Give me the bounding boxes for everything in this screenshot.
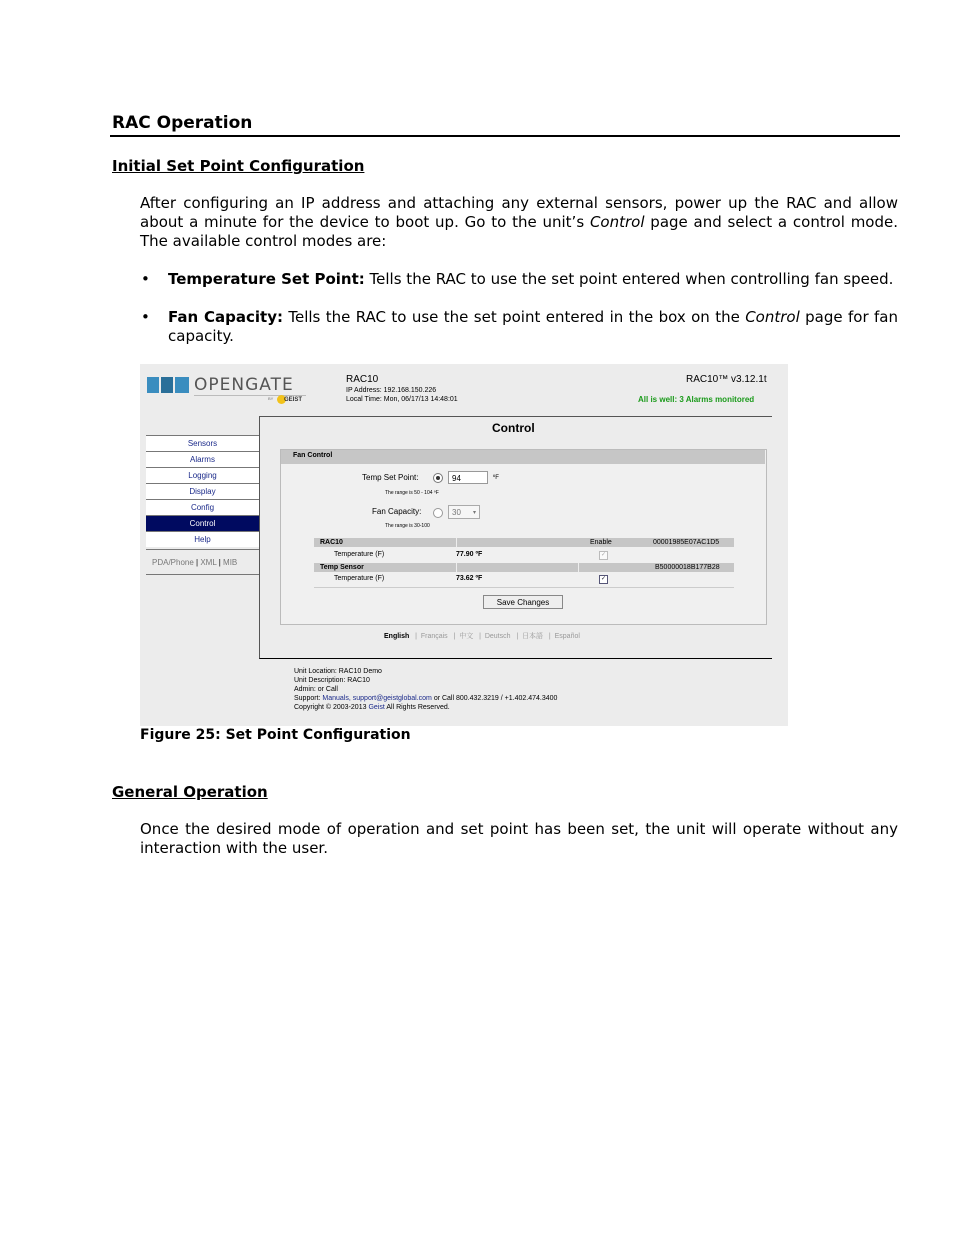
table-separator [456,538,457,547]
fan-capacity-label: Fan Capacity: [372,507,422,516]
general-paragraph: Once the desired mode of operation and set point has been set, the unit will operate without any interaction with the user. [140,820,898,857]
sensor-value: 77.90 ºF [456,551,483,558]
device-id-rac10: 00001985E07AC1D5 [653,539,720,546]
support-prefix: Support: [294,695,323,702]
table-separator [578,563,579,572]
enable-header: Enable [590,539,612,546]
nav-logging[interactable]: Logging [146,467,259,483]
nav-extra-links: PDA/Phone | XML | MIB [152,558,238,567]
control-page-screenshot [140,364,788,726]
nav-help[interactable]: Help [146,531,259,547]
support-links[interactable]: Manuals, support@geistglobal.com [322,695,432,702]
sensor-label: Temperature (F) [334,575,385,582]
version: RAC10™ v3.12.1t [686,374,767,385]
logo-underline [194,395,306,396]
bullet-tail: page for fan capacity. [168,308,898,345]
nav-alarms[interactable]: Alarms [146,451,259,467]
nav-sensors[interactable]: Sensors [146,435,259,451]
intro-italic: Control [589,213,645,231]
lang-spanish[interactable]: Español [554,633,580,640]
sensor-value: 73.62 ºF [456,575,483,582]
chevron-down-icon: ▾ [472,510,476,516]
bullet-item [168,270,898,289]
sensor-label: Temperature (F) [334,551,385,558]
lang-english[interactable]: English [384,633,410,640]
bullet-text: Tells the RAC to use the set point entered in the box on the [282,308,746,326]
device-name-rac10: RAC10 [320,539,343,546]
section-rule [110,135,900,137]
fan-control-header [281,450,765,464]
language-bar: English | Français | 中文 | Deutsch | 日本語 | Español [384,633,580,640]
table-separator [456,563,457,572]
local-time: Local Time: Mon, 06/17/13 14:48:01 [346,396,458,403]
fan-capacity-radio[interactable] [433,508,443,518]
bullet-item [168,308,898,346]
fan-capacity-select[interactable] [448,505,480,519]
nav-config[interactable]: Config [146,499,259,515]
device-id-temp-sensor: B50000018B177B28 [655,564,720,571]
temp-unit: ºF [493,475,499,481]
bullet-icon: • [141,270,150,288]
nav-divider [146,549,259,550]
footer-copyright [294,703,450,712]
nav-control[interactable]: Control [146,515,259,531]
enable-checkbox[interactable]: ✓ [600,552,607,558]
fan-control-label: Fan Control [293,452,333,459]
table-divider [314,587,734,588]
intro-text: After configuring an IP address and attaching any external sensors, power up the RAC and allow about a minute for the device to boot up. Go to the unit’s [140,194,898,231]
logo-square-icon [147,377,159,393]
fan-capacity-value: 30 [452,508,461,517]
mib-link[interactable]: MIB [223,558,238,567]
bullet-italic: Control [745,308,800,326]
save-changes-button[interactable]: Save Changes [483,595,563,609]
device-name-temp-sensor: Temp Sensor [320,564,364,571]
ip-address: IP Address: 192.168.150.226 [346,387,437,394]
temp-set-point-input[interactable]: 94 [448,471,488,484]
bullet-icon: • [141,308,150,326]
copyright-suffix: All Rights Reserved. [384,704,450,711]
device-name: RAC10 [346,374,379,385]
nav-divider [146,574,259,575]
temp-set-point-label: Temp Set Point: [362,473,419,482]
footer-location: Unit Location: RAC10 Demo [294,668,382,675]
figure-caption: Figure 25: Set Point Configuration [140,727,411,743]
lang-german[interactable]: Deutsch [484,633,511,640]
initial-heading: Initial Set Point Configuration [112,157,365,175]
logo-square-icon [175,377,189,393]
copyright-prefix: Copyright © 2003-2013 [294,704,369,711]
logo-by: BY [268,396,274,401]
logo-square-icon [161,377,173,393]
footer-description: Unit Description: RAC10 [294,677,370,684]
geist-link[interactable]: Geist [368,704,385,711]
panel-title: Control [492,421,535,435]
lang-chinese[interactable]: 中文 [459,633,474,640]
bullet-text: Tells the RAC to use the set point entered when controlling fan speed. [364,270,894,288]
logo-brand: GEIST [284,397,303,403]
xml-link[interactable]: XML [200,558,217,567]
fan-range: The range is 30-100 [385,523,430,529]
enable-checkbox[interactable]: ✓ [600,576,607,582]
intro-text-end: page and select a control mode. The available control modes are: [140,213,899,250]
temp-set-point-radio[interactable] [433,473,443,483]
section-title: RAC Operation [112,113,253,133]
nav-display[interactable]: Display [146,483,259,499]
logo-text: OPENGATE [194,375,294,395]
status-text: All is well: 3 Alarms monitored [638,395,755,404]
bullet-term: Fan Capacity: [168,308,283,326]
footer-support [294,694,557,703]
bullet-term: Temperature Set Point: [168,270,365,288]
general-heading: General Operation [112,783,268,801]
lang-french[interactable]: Français [420,633,448,640]
temp-range: The range is 50 - 104 ºF [385,490,439,496]
footer-admin: Admin: or Call [294,686,338,693]
support-suffix: or Call 800.432.3219 / +1.402.474.3400 [431,695,558,702]
intro-paragraph [140,194,898,251]
lang-japanese[interactable]: 日本語 [522,633,544,640]
pda-link[interactable]: PDA/Phone [152,558,194,567]
